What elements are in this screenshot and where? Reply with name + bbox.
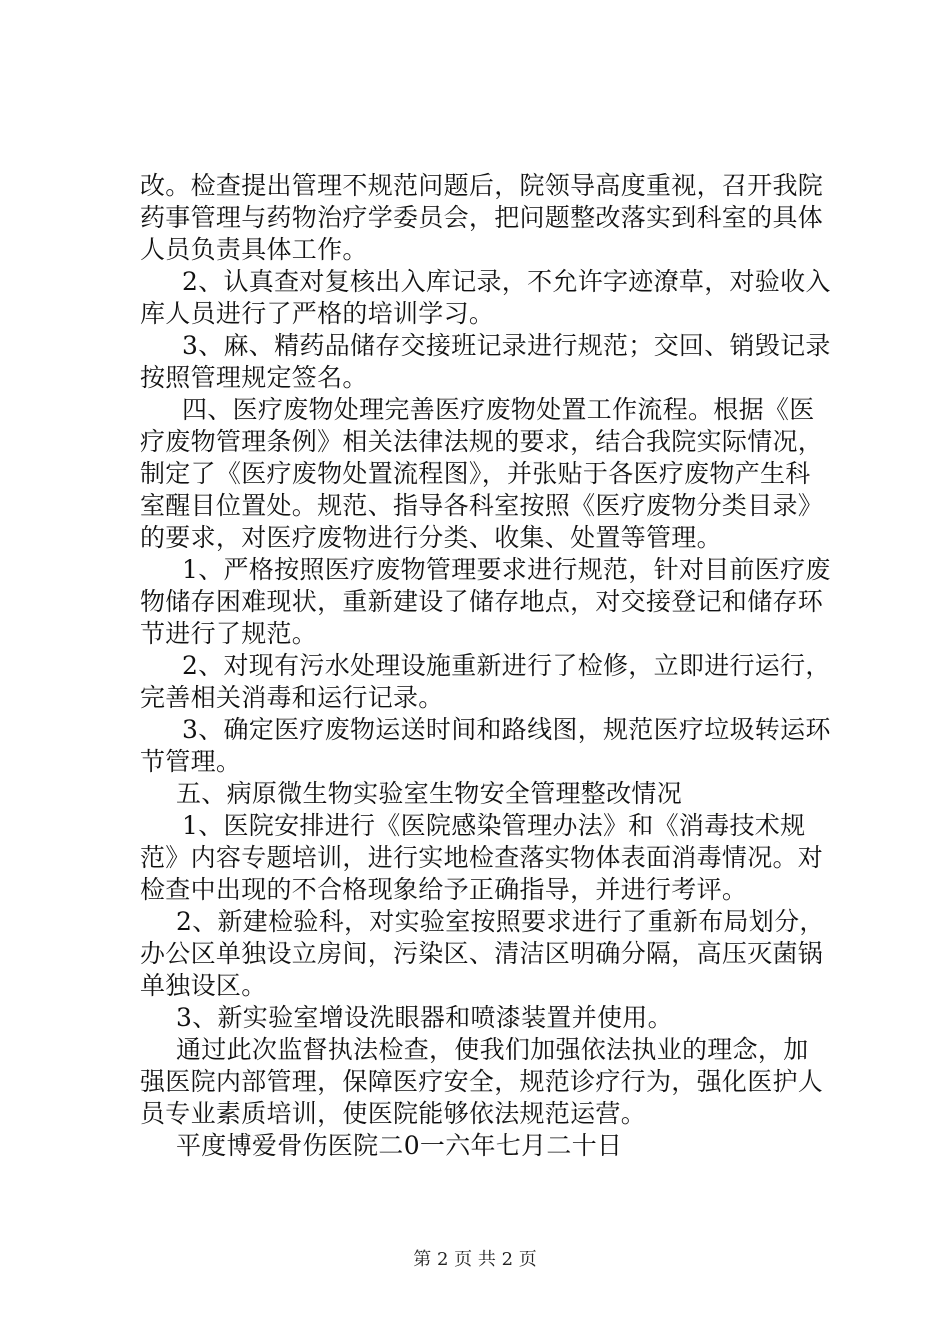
document-body: [140, 170, 840, 1162]
text-line: 2、对现有污水处理设施重新进行了检修，立即进行运行，: [182, 651, 831, 680]
text-line: 1、严格按照医疗废物管理要求进行规范，针对目前医疗废: [182, 555, 831, 584]
text-line: 办公区单独设立房间，污染区、清洁区明确分隔，高压灭菌锅: [140, 939, 824, 968]
text-line: 制定了《医疗废物处置流程图》，并张贴于各医疗废物产生科: [140, 459, 811, 488]
text-line: 2、新建检验科，对实验室按照要求进行了重新布局划分，: [176, 907, 825, 936]
text-line: 3、新实验室增设洗眼器和喷漆装置并使用。: [176, 1003, 673, 1032]
text-line: 3、麻、精药品储存交接班记录进行规范；交回、销毁记录: [182, 331, 831, 360]
text-line: 完善相关消毒和运行记录。: [140, 683, 444, 712]
text-line: 节管理。: [140, 747, 242, 776]
text-line: 人员负责具体工作。: [140, 235, 368, 264]
page-number-footer: 第 2 页 共 2 页: [413, 1249, 537, 1270]
text-line: 范》内容专题培训，进行实地检查落实物体表面消毒情况。对: [140, 843, 824, 872]
text-line: 检查中出现的不合格现象给予正确指导，并进行考评。: [140, 875, 748, 904]
text-line: 疗废物管理条例》相关法律法规的要求，结合我院实际情况，: [140, 427, 824, 456]
text-line: 员专业素质培训，使医院能够依法规范运营。: [140, 1099, 647, 1128]
signature-line: 平度博爱骨伤医院二0一六年七月二十日: [176, 1131, 623, 1160]
text-line: 单独设区。: [140, 971, 267, 1000]
text-line: 改。检查提出管理不规范问题后，院领导高度重视，召开我院: [140, 171, 824, 200]
text-line: 药事管理与药物治疗学委员会，把问题整改落实到科室的具体: [140, 203, 824, 232]
section-heading-line: 四、医疗废物处理完善医疗废物处置工作流程。根据《医: [182, 395, 815, 424]
text-line: 节进行了规范。: [140, 619, 318, 648]
text-line: 的要求，对医疗废物进行分类、收集、处置等管理。: [140, 523, 722, 552]
text-line: 库人员进行了严格的培训学习。: [140, 299, 495, 328]
text-line: 2、认真查对复核出入库记录，不允许字迹潦草，对验收入: [182, 267, 831, 296]
text-line: 1、医院安排进行《医院感染管理办法》和《消毒技术规: [182, 811, 806, 840]
text-line: 室醒目位置处。规范、指导各科室按照《医疗废物分类目录》: [140, 491, 824, 520]
text-line: 强医院内部管理，保障医疗安全，规范诊疗行为，强化医护人: [140, 1067, 824, 1096]
text-line: 按照管理规定签名。: [140, 363, 368, 392]
text-line: 物储存困难现状，重新建设了储存地点，对交接登记和储存环: [140, 587, 824, 616]
section-heading-line: 五、病原微生物实验室生物安全管理整改情况: [176, 779, 683, 808]
text-line: 通过此次监督执法检查，使我们加强依法执业的理念，加: [176, 1035, 809, 1064]
text-line: 3、确定医疗废物运送时间和路线图，规范医疗垃圾转运环: [182, 715, 831, 744]
